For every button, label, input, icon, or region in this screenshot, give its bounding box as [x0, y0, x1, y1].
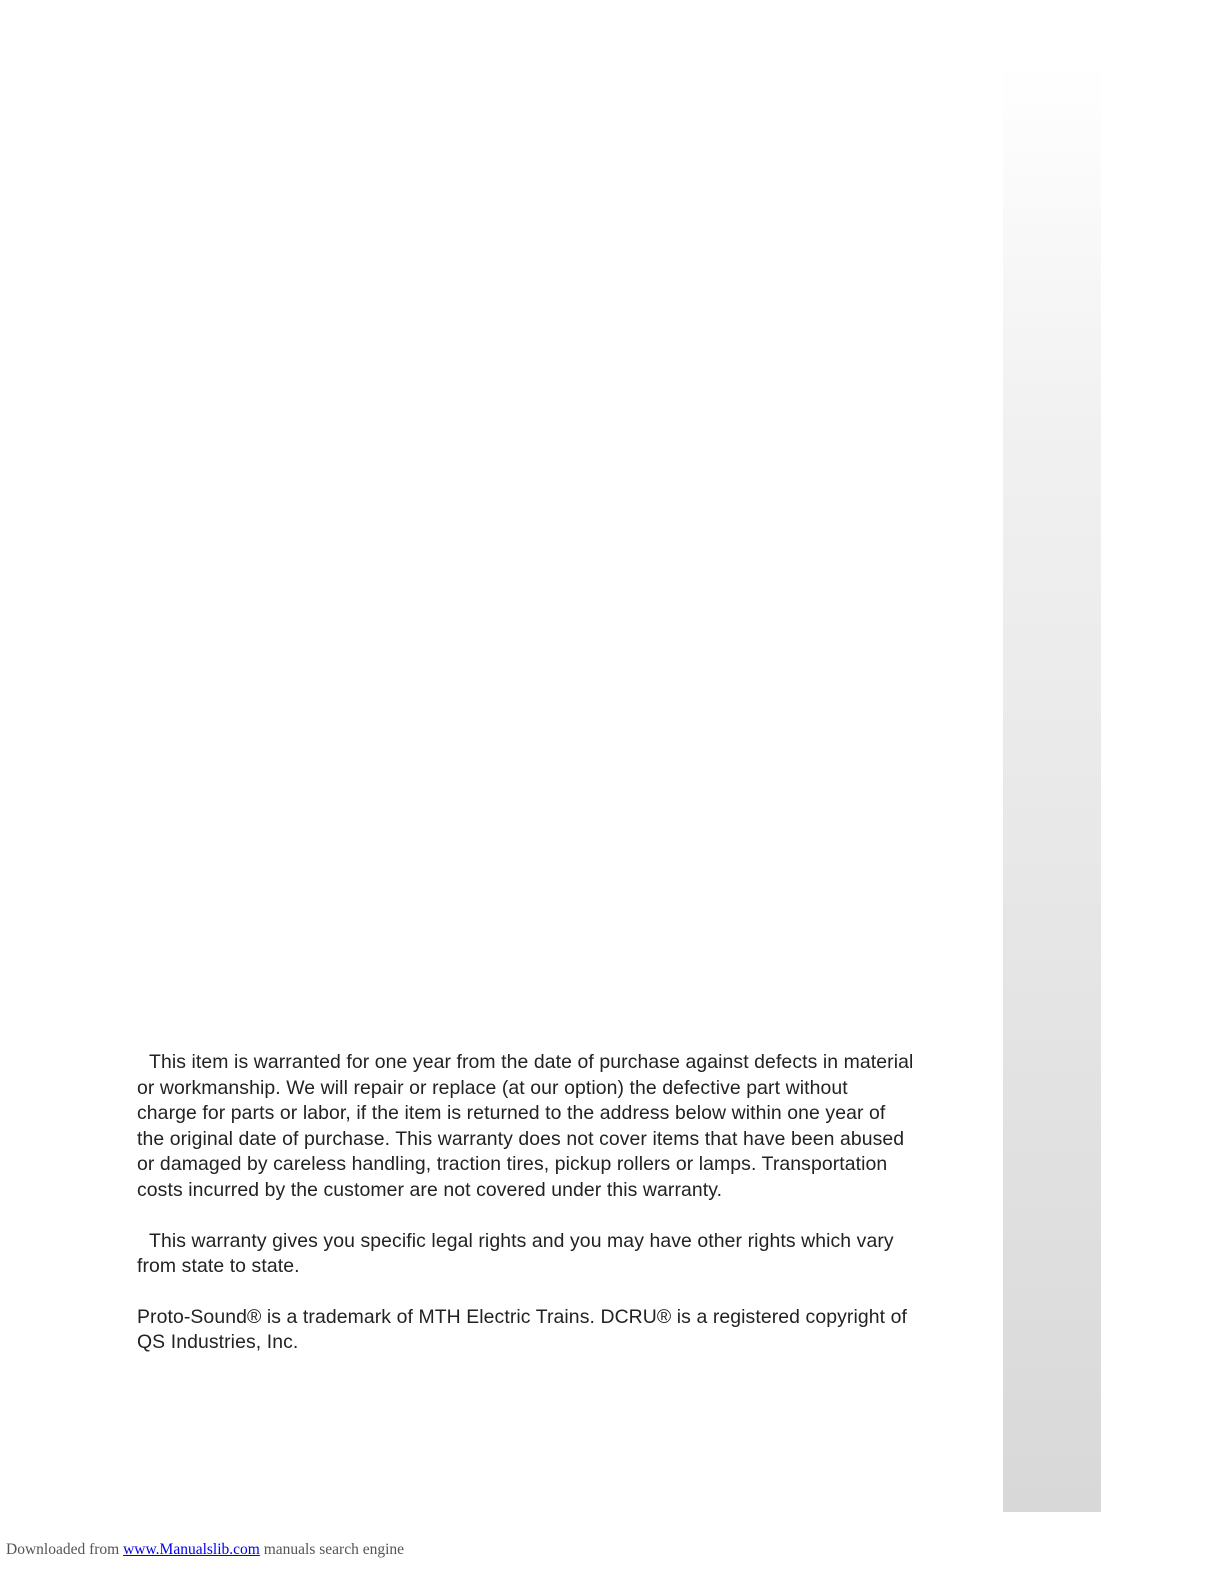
legal-rights-paragraph: This warranty gives you specific legal rights and you may have other rights which vary from state to state.: [137, 1229, 894, 1278]
trademark-paragraph: Proto-Sound® is a trademark of MTH Electric Trains. DCRU® is a registered copyright of QS Industries, Inc.: [137, 1305, 907, 1354]
footer-suffix: manuals search engine: [259, 1541, 405, 1558]
footer-prefix: Downloaded from: [6, 1541, 124, 1558]
side-gradient-band: [1003, 60, 1101, 1512]
warranty-paragraph: This item is warranted for one year from the date of purchase against defects in material or workmanship. We will repair or replace (at our option) the defective part without charge for parts or labor, if the item is returned to the address below within one year of the original date of purchase. This warranty does not cover items that have been abused or damaged by careless handling, traction tires, pickup rollers or lamps. Transportation costs incurred by the customer are not covered under this warranty.: [137, 1051, 914, 1201]
warranty-section: [137, 1050, 972, 1381]
manualslib-link[interactable]: www.Manualslib.com: [123, 1541, 260, 1558]
download-footer: [6, 1541, 404, 1559]
